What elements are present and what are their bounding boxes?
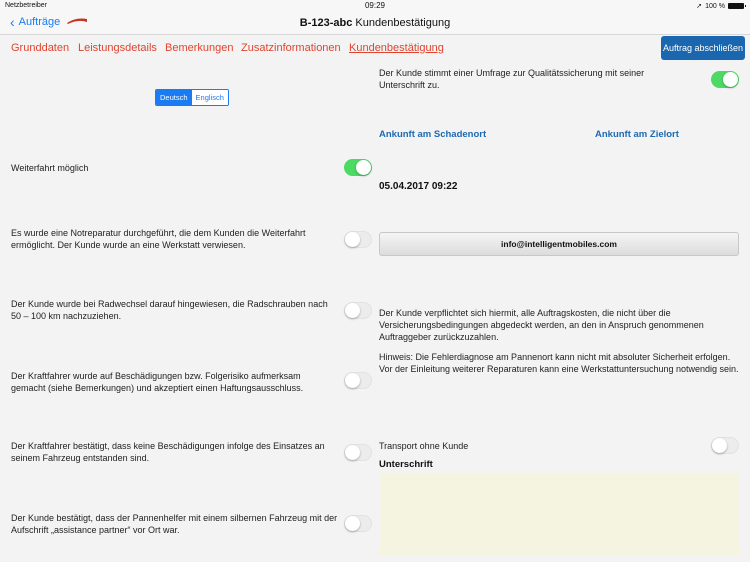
battery-percent: 100 % (705, 2, 725, 10)
tab-kundenbestaetigung[interactable]: Kundenbestätigung (349, 42, 444, 54)
toggle-knob (345, 232, 360, 247)
radwechsel-toggle[interactable] (344, 302, 372, 319)
back-label: Aufträge (18, 16, 61, 28)
weiterfahrt-toggle[interactable] (344, 159, 372, 176)
location-icon: ➚ (696, 3, 703, 10)
notreparatur-toggle[interactable] (344, 231, 372, 248)
cost-obligation-text: Der Kunde verpflichtet sich hiermit, alle Auftragskosten, die nicht über die Versicherungsbedingungen abgedeckt werden, an den in Anspruch genommenen Auftraggeber zurückzuzahlen. (379, 308, 704, 342)
page-title (0, 14, 750, 30)
signature-label: Unterschrift (379, 459, 433, 470)
tab-bar (0, 36, 750, 62)
finish-order-button[interactable]: Auftrag abschließen (661, 36, 745, 60)
haftungsausschluss-toggle[interactable] (344, 372, 372, 389)
transport-label: Transport ohne Kunde (379, 441, 469, 451)
survey-toggle[interactable] (711, 71, 739, 88)
order-id: B-123-abc (299, 17, 353, 29)
toggle-knob (723, 72, 738, 87)
battery-icon (728, 3, 744, 9)
diagnosis-hint-text: Hinweis: Die Fehlerdiagnose am Pannenort kann nicht mit absoluter Sicherheit erfolgen. Vor der Einleitung weiterer Reparaturen kann eine Werkstattuntersuchung notwendig sein. (379, 352, 739, 374)
radwechsel-label: Der Kunde wurde bei Radwechsel darauf hingewiesen, die Radschrauben nach 50 – 100 km nachzuziehen. (11, 299, 328, 321)
tab-bemerkungen[interactable]: Bemerkungen (165, 42, 234, 54)
tab-grunddaten[interactable]: Grunddaten (11, 42, 70, 54)
keine-beschaedigungen-label: Der Kraftfahrer bestätigt, dass keine Beschädigungen infolge des Einsatzes an seinem Fahrzeug entstanden sind. (11, 441, 325, 463)
transport-toggle[interactable] (711, 437, 739, 454)
arrival-damage-datetime: 05.04.2017 09:22 (379, 181, 458, 192)
language-englisch[interactable]: Englisch (192, 90, 228, 105)
toggle-knob (356, 160, 371, 175)
tab-leistungsdetails[interactable]: Leistungsdetails (78, 42, 157, 54)
navigation-bar (0, 12, 750, 35)
toggle-knob (712, 438, 727, 453)
weiterfahrt-label: Weiterfahrt möglich (11, 163, 89, 173)
haftungsausschluss-label: Der Kraftfahrer wurde auf Beschädigungen bzw. Folgerisiko aufmerksam gemacht (siehe Bemerkungen) und akzeptiert einen Haftungsausschluss. (11, 371, 304, 393)
arrival-damage-site-button[interactable]: Ankunft am Schadenort (379, 129, 487, 140)
toggle-knob (345, 303, 360, 318)
pannenhelfer-toggle[interactable] (344, 515, 372, 532)
arrival-destination-button[interactable]: Ankunft am Zielort (595, 129, 679, 140)
signature-pad[interactable] (379, 474, 739, 556)
toggle-knob (345, 516, 360, 531)
battery-status (696, 2, 744, 10)
toggle-knob (345, 373, 360, 388)
keine-beschaedigungen-toggle[interactable] (344, 444, 372, 461)
language-segmented-control (155, 89, 229, 106)
chevron-left-icon: ‹ (10, 14, 15, 30)
language-deutsch[interactable]: Deutsch (156, 90, 192, 105)
clock: 09:29 (364, 1, 386, 10)
status-bar (0, 0, 750, 12)
notreparatur-label: Es wurde eine Notreparatur durchgeführt, die dem Kunden die Weiterfahrt ermöglicht. Der Kunde wurde an eine Werkstatt verwiesen. (11, 228, 306, 250)
tab-zusatzinformationen[interactable]: Zusatzinformationen (241, 42, 341, 54)
survey-label: Der Kunde stimmt einer Umfrage zur Qualitätssicherung mit seiner Unterschrift zu. (379, 68, 645, 90)
email-button[interactable]: info@intelligentmobiles.com (379, 232, 739, 256)
title-text: Kundenbestätigung (355, 17, 451, 29)
carrier-label: Netzbetreiber (5, 2, 48, 9)
toggle-knob (345, 445, 360, 460)
pannenhelfer-label: Der Kunde bestätigt, dass der Pannenhelfer mit einem silbernen Fahrzeug mit der Aufschrift „assistance partner“ vor Ort war. (11, 513, 338, 535)
